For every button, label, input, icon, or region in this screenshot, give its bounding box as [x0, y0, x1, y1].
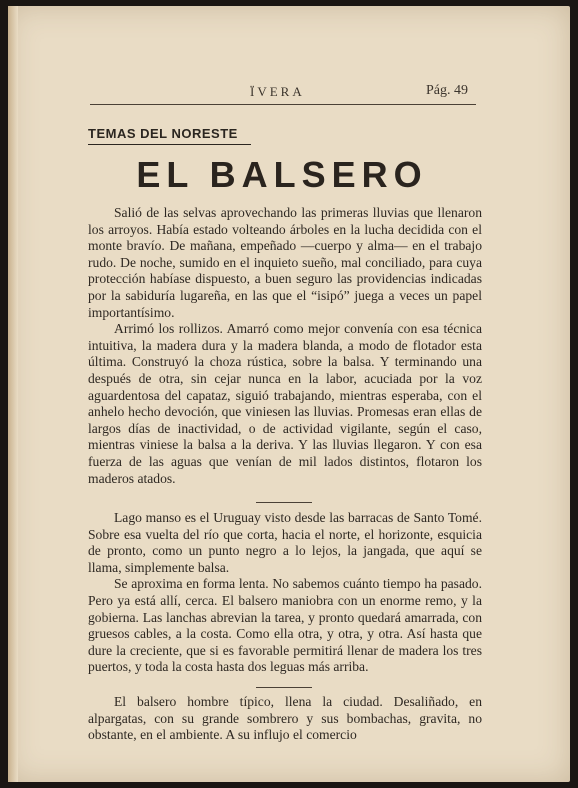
magazine-name: ÏVERA	[250, 84, 305, 99]
paragraph: Arrimó los rollizos. Amarró como mejor convenía con esa técnica intuitiva, la madera dura y la madera blanda, a modo de flotador esta última. Construyó la choza rústica, sobre la balsa. Y terminando una después de otra, sin cejar nunca en la labor, acuciada por la voz aguardentosa del capataz, siguió trabajando, mientras esperaba, con el anhelo hecho devoción, que viniesen las lluvias. Promesas eran ellas de largos días de inactividad, o de actividad vigilante, según el caso, mientras viniese la balsa a la deriva. Y las lluvias llegaron. Y con esa fuerza de las aguas que venían de mil lados distintos, flotaron los maderos atados.	[88, 321, 482, 486]
section-underline	[88, 144, 251, 145]
book-page	[8, 6, 570, 782]
paragraph: Salió de las selvas aprovechando las primeras lluvias que llenaron los arroyos. Había estado volteando árboles en la lucha decidida con el monte bravío. De mañana, empeñado —cuerpo y alma— en el trabajo rudo. De noche, sumido en el inquieto sueño, mal conciliado, para cuya protección habíase dispuesto, a buen seguro las providencias indicadas por la sabiduría lugareña, en las que el “isipó” juega a veces un papel importantísimo.	[88, 205, 482, 320]
page-spine-shadow	[8, 6, 18, 782]
article-title: EL BALSERO	[136, 154, 428, 195]
paragraph: Se aproxima en forma lenta. No sabemos cuánto tiempo ha pasado. Pero ya está allí, cerca. El balsero maniobra con un enorme remo, y la gobierna. Las lanchas abrevian la tarea, y pronto quedará amarrada, con gruesos cables, a la costa. Como ella otra, y otra, y otra. Así hasta que dure la creciente, que si es favorable permitirá llenar de madera los tres puertos, y toda la costa hasta dos leguas más arriba.	[88, 576, 482, 675]
paragraph: Lago manso es el Uruguay visto desde las barracas de Santo Tomé. Sobre esa vuelta del río que corta, hacia el norte, el horizonte, esquicia de pronto, como un punto negro a lo lejos, la jangada, que aquí se llama, simplemente balsa.	[88, 510, 482, 575]
article-block-3	[88, 694, 482, 744]
header-rule	[90, 104, 476, 105]
section-separator	[256, 687, 312, 688]
article-block-2	[88, 510, 482, 676]
section-separator	[256, 502, 312, 503]
page-number: Pág. 49	[426, 83, 468, 98]
section-title: TEMAS DEL NORESTE	[88, 126, 238, 141]
article-block-1	[88, 205, 482, 487]
paragraph: El balsero hombre típico, llena la ciudad. Desaliñado, en alpargatas, con su grande sombrero y sus bombachas, gravita, no obstante, en el ambiente. A su influjo el comercio	[88, 694, 482, 743]
